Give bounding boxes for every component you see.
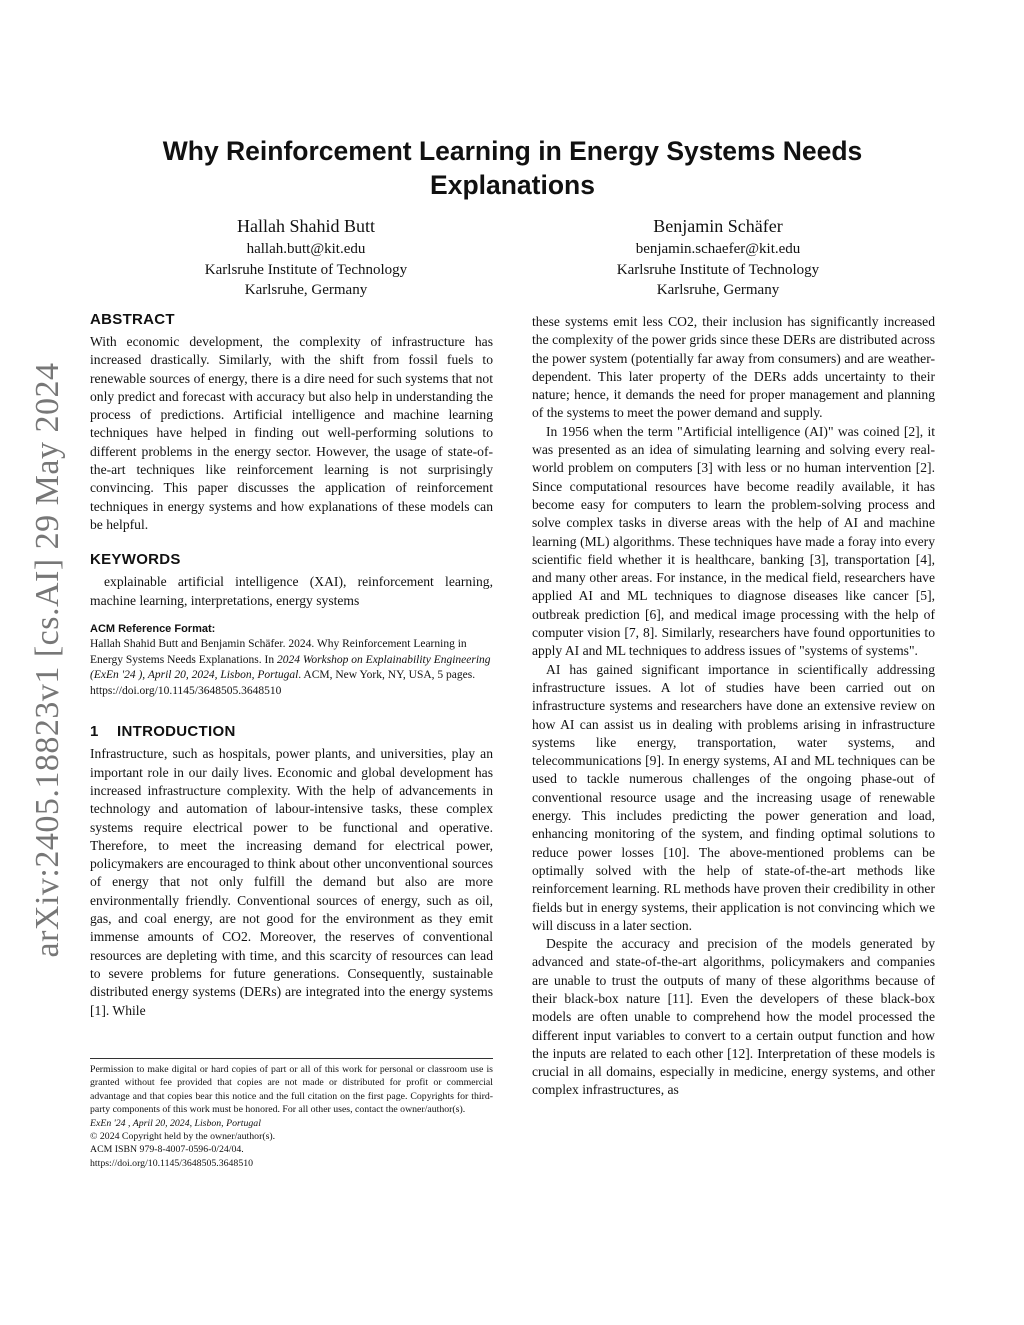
author-location: Karlsruhe, Germany — [656, 282, 780, 298]
permission-notice: Permission to make digital or hard copies of part or all of this work for personal or classroom use is granted without fee provided that copies are not made or distributed for profit or commercial advantage and that copies bear this notice and the full citation on the first page. Copyrights for third-party components of this work must be honored. For all other uses, contact the owner/author(s). — [90, 1064, 493, 1116]
keywords-heading: KEYWORDS — [90, 551, 181, 569]
author-affiliation: Karlsruhe Institute of Technology — [616, 261, 820, 278]
copyright-footnote — [90, 1058, 493, 1170]
author-affiliation: Karlsruhe Institute of Technology — [204, 261, 408, 278]
footnote-doi[interactable]: https://doi.org/10.1145/3648505.3648510 — [90, 1157, 254, 1169]
acm-reference-heading: ACM Reference Format: — [90, 622, 216, 635]
author-name: Hallah Shahid Butt — [237, 216, 375, 236]
author-location: Karlsruhe, Germany — [244, 282, 368, 298]
intro-paragraph-3: AI has gained significant importance in scientifically addressing infrastructure issues. A lot of studies have been carried out on infrastructure systems and researchers have done an extensive review on how AI can assist us in dealing with problems arising in infrastructure systems like energy, transportation, water systems, and telecommunications [9]. In energy systems, AI and ML techniques can be used to tackle numerous challenges of the ongoing phase-out of conventional resource usage and the increasing usage of renewable energy. This includes predicting the power generation and load, enhancing monitoring of the system, and finding optimal solutions to reduce power losses [10]. The above-mentioned problems can be optimally solved with the help of state-of-the-art methods like reinforcement learning. RL methods have proven their credibility in other fields but in energy systems, their application is not convincing which we will discuss in a later section. — [532, 661, 935, 933]
footnote-isbn: ACM ISBN 979-8-4007-0596-0/24/04. — [90, 1144, 244, 1156]
acm-reference — [90, 622, 493, 700]
paper-title: Why Reinforcement Learning in Energy Systems Needs Explanations — [162, 136, 863, 200]
right-column — [532, 313, 935, 1100]
section-number: 1 — [90, 723, 99, 741]
intro-paragraph-4: Despite the accuracy and precision of the models generated by advanced and state-of-the-art algorithms, policymakers and companies are unable to trust the outputs of many of these algorithms because of their black-box nature [11]. Even the developers of these black-box models are often unable to comprehend how the model processed the different input variables to convert to a certain output function and how the inputs are related to each other [12]. Interpretation of these models is crucial in all domains, especially in medicine, energy systems, and other complex infrastructures, as — [532, 936, 935, 1098]
arxiv-identifier: arXiv:2405.18823v1 [cs.AI] 29 May 2024 — [29, 362, 66, 958]
author-block-1 — [116, 214, 496, 301]
keywords-text: explainable artificial intelligence (XAI), reinforcement learning, machine learning, interpretations, energy systems — [90, 574, 493, 608]
author-block-2 — [528, 214, 908, 301]
acm-reference-authors: Hallah Shahid Butt and Benjamin Schäfer. 2024. Why Reinforcement Learning in Energy Systems Needs Explanations. In — [90, 638, 467, 666]
abstract-text: With economic development, the complexity of infrastructure has increased drastically. Similarly, with the shift from fossil fuels to renewable sources of energy, there is a dire need for such systems that not only predict and forecast with accuracy but also help in understanding the process of predictions. Artificial intelligence and machine learning techniques have helped in finding out well-performing solutions to different problems in the energy sector. However, the usage of state-of-the-art techniques like reinforcement learning is not surprisingly convincing. This paper discusses the application of reinforcement techniques in energy systems and how explanations of these models can be helpful. — [90, 334, 493, 532]
acm-reference-doi[interactable]: . ACM, New York, NY, USA, 5 pages. https://doi.org/10.1145/3648505.3648510 — [90, 669, 476, 697]
introduction-heading — [90, 723, 493, 741]
intro-paragraph-1: Infrastructure, such as hospitals, power plants, and universities, play an important role in our daily lives. Economic and global development has increased infrastructure complexity. With the help of advancements in technology and automation of labour-intensive tasks, these complex systems require electrical power to be functional and operative. Therefore, to meet the increasing demand for electrical power, policymakers are encouraged to think about other unconventional sources of energy that not only fulfill the demand but also are more environmentally friendly. Conventional sources of energy, such as oil, gas, and coal energy, are not good for the environment as they emit immense amounts of CO2. Moreover, the reserves of conventional resources are depleting with time, and this scarcity of resources can lead to severe problems for future generations. Consequently, sustainable distributed energy systems (DERs) are integrated into the energy systems [1]. While — [90, 746, 493, 1018]
footnote-copyright: © 2024 Copyright held by the owner/author(s). — [90, 1131, 276, 1143]
left-column — [90, 311, 493, 1020]
author-name: Benjamin Schäfer — [653, 216, 783, 236]
footnote-venue: ExEn '24 , April 20, 2024, Lisbon, Portugal — [90, 1117, 261, 1129]
acm-reference-venue: 2024 Workshop on Explainability Engineering (ExEn '24 ), April 20, 2024, Lisbon, Portugal — [90, 653, 491, 682]
author-email[interactable]: hallah.butt@kit.edu — [246, 241, 366, 257]
section-title: INTRODUCTION — [117, 723, 236, 741]
acm-reference-text — [90, 637, 493, 699]
intro-paragraph-2: In 1956 when the term "Artificial intelligence (AI)" was coined [2], it was presented as an idea of simulating learning and solving every real-world problem on computers [3] with less or no human intervention [2]. Since computational resources have become readily available, it has become easy for computers to learn the problem-solving process and solve complex tasks in diverse areas with the help of AI and machine learning (ML) algorithms. These techniques have made a foray into every scientific field whether it is healthcare, banking [3], transportation [4], and many other areas. For instance, in the medical field, researchers have applied AI and ML techniques to diagnose diseases like cancer [5], outbreak prediction [6], and medical image processing with the help of computer vision [7, 8]. Similarly, researchers have found opportunities to apply AI and ML techniques to address issues of "systems of systems". — [532, 423, 935, 659]
abstract-heading: ABSTRACT — [90, 311, 175, 328]
intro-paragraph-1-continued: these systems emit less CO2, their inclusion has significantly increased the complexity of the power grids since these DERs are distributed across the power system (potentially far away from consumers) and are weather-dependent. This later property of the DERs adds uncertainty to their nature; hence, it demands the need for proper management and planning of the systems to meet the power demand and supply. — [532, 314, 935, 421]
author-email[interactable]: benjamin.schaefer@kit.edu — [635, 241, 801, 257]
